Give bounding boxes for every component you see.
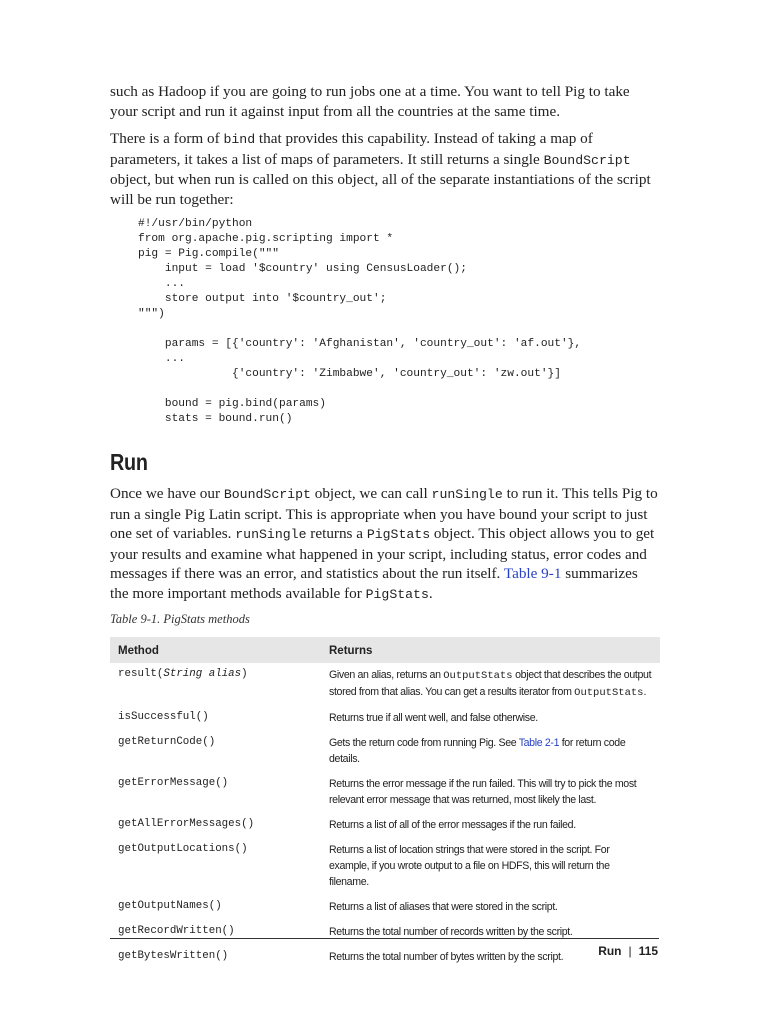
method-cell: getOutputNames() [118, 900, 222, 912]
method-cell: result(String alias) [118, 668, 248, 680]
table-row [110, 731, 660, 772]
returns-cell: Returns true if all went well, and false otherwise. [329, 712, 538, 724]
footer-section: Run [598, 944, 622, 958]
footer-rule [110, 938, 659, 939]
page-content [110, 82, 660, 970]
table-row [110, 920, 660, 945]
pigstats-methods-table [110, 637, 660, 970]
inline-code-bind: bind [223, 132, 256, 147]
table-row [110, 706, 660, 731]
intro-paragraph-2: There is a form of bind that provides this capability. Instead of taking a map of parameters, it takes a list of maps of parameters. It still returns a single BoundScript object, but when run is called on this object, all of the separate instantiations of the script will be run together: [110, 130, 651, 208]
footer-separator: | [628, 944, 632, 958]
table-row [110, 945, 660, 970]
code-block: #!/usr/bin/python from org.apache.pig.scripting import * pig = Pig.compile(""" input = load '$country' using CensusLoader(); ... store output into '$country_out'; """) params = [{'country': 'Afghanistan', 'country_out': 'af.out'}, ... {'country': 'Zimbabwe', 'country_out': 'zw.out'}] bound = pig.bind(params) stats = bound.run() [138, 218, 582, 425]
method-cell: getRecordWritten() [118, 925, 235, 937]
returns-cell: Gets the return code from running Pig. See Table 2-1 for return code details. [329, 737, 626, 765]
run-paragraph: Once we have our BoundScript object, we can call runSingle to run it. This tells Pig to run a single Pig Latin script. This is appropriate when you have bound your script to just one set of variables. runSingle returns a PigStats object. This object allows you to get your results and examine what happened in your script, including status, error codes and messages if there was an error, and statistics about the run itself. Table 9-1 summarizes the more important methods available for PigStats. [110, 485, 658, 602]
table-9-1-link[interactable]: Table 9-1 [503, 565, 562, 582]
table-row [110, 772, 660, 813]
method-cell: getBytesWritten() [118, 950, 229, 962]
method-cell: getErrorMessage() [118, 777, 229, 789]
returns-cell: Returns a list of all of the error messages if the run failed. [329, 819, 576, 831]
table-row [110, 813, 660, 838]
method-cell: getAllErrorMessages() [118, 818, 255, 830]
returns-cell: Returns a list of location strings that were stored in the script. For example, if you wrote output to a file on HDFS, this will return the filename. [329, 844, 610, 888]
table-caption: Table 9-1. PigStats methods [110, 612, 250, 626]
intro-paragraph-1: such as Hadoop if you are going to run jobs one at a time. You want to tell Pig to take your script and run it against input from all the countries at the same time. [110, 83, 630, 120]
returns-cell: Returns the total number of records written by the script. [329, 926, 573, 938]
returns-cell: Returns the total number of bytes written by the script. [329, 951, 564, 963]
header-returns: Returns [321, 637, 660, 663]
inline-code-boundscript: BoundScript [543, 152, 631, 168]
page-number: 115 [638, 944, 658, 958]
table-row [110, 838, 660, 895]
method-cell: isSuccessful() [118, 711, 209, 723]
method-cell: getOutputLocations() [118, 843, 248, 855]
page-footer [598, 944, 658, 958]
table-row [110, 895, 660, 920]
table-header-row [110, 637, 660, 663]
header-method: Method [110, 637, 321, 663]
returns-cell: Given an alias, returns an OutputStats object that describes the output stored from that alias. You can get a results iterator from OutputStats. [329, 669, 652, 699]
section-heading: Run [110, 449, 148, 475]
returns-cell: Returns the error message if the run failed. This will try to pick the most relevant error message that was returned, most likely the last. [329, 778, 637, 806]
method-cell: getReturnCode() [118, 736, 216, 748]
table-row [110, 663, 660, 706]
returns-cell: Returns a list of aliases that were stored in the script. [329, 901, 558, 913]
table-2-1-link[interactable]: Table 2-1 [518, 737, 560, 749]
